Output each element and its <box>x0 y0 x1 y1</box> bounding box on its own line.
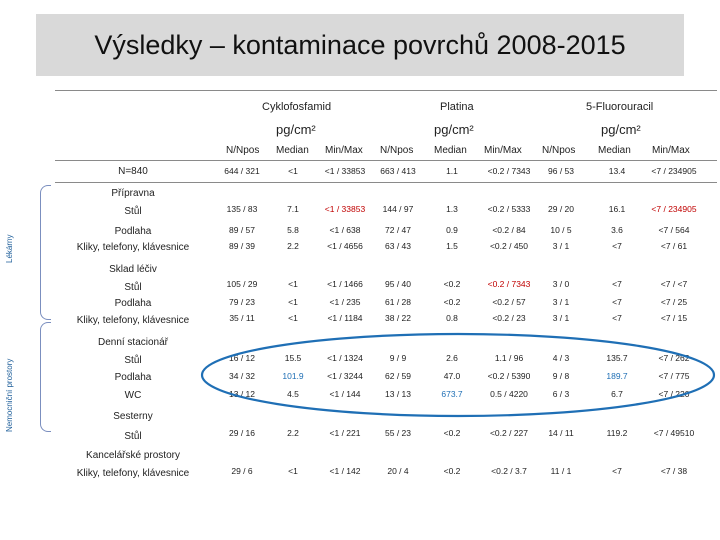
table-cell: <1 <box>288 297 298 307</box>
table-cell: <7 <box>612 297 622 307</box>
table-cell: 144 / 97 <box>382 204 414 214</box>
table-cell: 5.8 <box>287 225 299 235</box>
row-label: N=840 <box>118 166 148 177</box>
table-cell: 0.9 <box>446 225 458 235</box>
table-cell: <7 / 775 <box>658 371 690 381</box>
table-cell: <7 / 15 <box>660 313 688 323</box>
table-cell: <0.2 / 3.7 <box>491 466 527 476</box>
table-cell: <7 / <7 <box>660 279 688 289</box>
group-label-pripravna: Přípravna <box>111 188 155 199</box>
table-cell: 7.1 <box>287 204 299 214</box>
table-cell: 3.6 <box>611 225 623 235</box>
table-cell: 135.7 <box>606 353 628 363</box>
table-cell: <7 / 220 <box>658 389 690 399</box>
table-cell: <7 / 234905 <box>651 166 697 176</box>
side-label-nemocnicni: Nemocniční prostory <box>5 358 14 432</box>
table-cell: <0.2 / 84 <box>492 225 526 235</box>
table-cell: <7 <box>612 466 622 476</box>
table-cell: 13 / 12 <box>229 389 255 399</box>
col-header-npos-1: N/Npos <box>226 145 260 156</box>
table-cell: <7 <box>612 279 622 289</box>
group-label-kancelare: Kancelářské prostory <box>86 450 180 461</box>
table-cell: 135 / 83 <box>226 204 258 214</box>
row-label: Kliky, telefony, klávesnice <box>76 315 190 326</box>
table-cell: <1 / 3244 <box>327 371 363 381</box>
table-cell: <1 / 1184 <box>327 313 363 323</box>
table-cell: 6 / 3 <box>552 389 570 399</box>
table-cell: <0.2 <box>443 466 461 476</box>
table-cell: 95 / 40 <box>385 279 411 289</box>
table-cell: 47.0 <box>443 371 461 381</box>
table-cell: <0.2 / 57 <box>492 297 526 307</box>
table-cell: 2.2 <box>287 241 299 251</box>
table-cell: 89 / 39 <box>229 241 255 251</box>
table-cell: 29 / 6 <box>231 466 253 476</box>
table-cell: 96 / 53 <box>548 166 574 176</box>
row-label: Podlaha <box>114 372 152 383</box>
table-cell: 35 / 11 <box>229 313 255 323</box>
col-header-minmax-2: Min/Max <box>484 145 522 156</box>
table-cell: <7 / 262 <box>658 353 690 363</box>
group-label-sklad: Sklad léčiv <box>109 264 157 275</box>
table-cell: <7 / 49510 <box>653 428 695 438</box>
substance-unit-platina: pg/cm² <box>434 122 474 137</box>
table-cell: <1 / 235 <box>329 297 361 307</box>
table-cell: <1 / 142 <box>329 466 361 476</box>
table-cell: <1 / 4656 <box>327 241 363 251</box>
table-cell: <1 / 144 <box>329 389 361 399</box>
row-label: Stůl <box>124 206 142 217</box>
table-cell: 55 / 23 <box>385 428 411 438</box>
table-cell: 4 / 3 <box>552 353 570 363</box>
table-cell: 189.7 <box>606 371 628 381</box>
substance-unit-cyklofosfamid: pg/cm² <box>276 122 316 137</box>
col-header-median-2: Median <box>434 145 467 156</box>
table-cell: <0.2 / 5333 <box>487 204 531 214</box>
group-label-stacionar: Denní stacionář <box>97 337 169 348</box>
substance-name-fluorouracil: 5-Fluorouracil <box>586 101 654 113</box>
table-cell: <0.2 / 227 <box>489 428 529 438</box>
table-cell: 72 / 47 <box>385 225 411 235</box>
row-label: Podlaha <box>114 226 152 237</box>
table-cell: <0.2 / 5390 <box>487 371 531 381</box>
table-cell: <1 <box>288 313 298 323</box>
col-header-npos-3: N/Npos <box>542 145 576 156</box>
table-cell: 38 / 22 <box>385 313 411 323</box>
table-cell: 101.9 <box>282 371 304 381</box>
table-cell: <7 / 234905 <box>651 204 697 214</box>
table-cell: 6.7 <box>611 389 623 399</box>
table-cell: 63 / 43 <box>385 241 411 251</box>
table-cell: <7 <box>612 241 622 251</box>
table-cell: 20 / 4 <box>387 466 409 476</box>
table-cell: 34 / 32 <box>229 371 255 381</box>
table-cell: 0.5 / 4220 <box>490 389 528 399</box>
table-cell: <7 / 564 <box>658 225 690 235</box>
table-cell: 1.3 <box>446 204 458 214</box>
table-cell: <1 / 221 <box>329 428 361 438</box>
side-label-lekarny: Lékárny <box>5 234 14 263</box>
table-cell: 13.4 <box>608 166 626 176</box>
row-label: Stůl <box>124 282 142 293</box>
table-cell: <7 / 38 <box>660 466 688 476</box>
table-cell: 673.7 <box>441 389 463 399</box>
table-cell: 13 / 13 <box>385 389 411 399</box>
table-cell: 1.1 <box>446 166 458 176</box>
table-cell: <7 / 25 <box>660 297 688 307</box>
table-cell: <0.2 / 7343 <box>487 166 531 176</box>
table-cell: 3 / 1 <box>552 313 570 323</box>
table-cell: 16 / 12 <box>229 353 255 363</box>
table-cell: <7 <box>612 313 622 323</box>
slide-title: Výsledky – kontaminace povrchů 2008-2015 <box>94 30 626 60</box>
table-cell: 3 / 0 <box>552 279 570 289</box>
table-cell: <1 / 33853 <box>324 166 366 176</box>
table-cell: <1 <box>288 466 298 476</box>
table-cell: 9 / 9 <box>389 353 407 363</box>
table-cell: <0.2 / 23 <box>492 313 526 323</box>
col-header-minmax-3: Min/Max <box>652 145 690 156</box>
table-cell: 1.1 / 96 <box>494 353 524 363</box>
row-label: Stůl <box>124 431 142 442</box>
table-cell: <1 / 1466 <box>327 279 363 289</box>
substance-name-cyklofosfamid: Cyklofosfamid <box>262 101 332 113</box>
table-cell: <1 <box>288 279 298 289</box>
table-cell: 11 / 1 <box>550 466 572 476</box>
table-cell: <0.2 <box>443 279 461 289</box>
table-cell: <1 / 1324 <box>327 353 363 363</box>
row-label: Stůl <box>124 355 142 366</box>
table-cell: 663 / 413 <box>380 166 416 176</box>
table-cell: 3 / 1 <box>552 241 570 251</box>
col-header-npos-2: N/Npos <box>380 145 414 156</box>
row-label: Kliky, telefony, klávesnice <box>76 468 190 479</box>
table-cell: 0.8 <box>446 313 458 323</box>
table-cell: <1 <box>288 166 298 176</box>
group-label-sesterny: Sesterny <box>113 411 153 422</box>
table-cell: 29 / 16 <box>229 428 255 438</box>
table-cell: 89 / 57 <box>229 225 255 235</box>
table-cell: <0.2 / 450 <box>489 241 529 251</box>
table-cell: 3 / 1 <box>552 297 570 307</box>
col-header-median-1: Median <box>276 145 309 156</box>
table-cell: <7 / 61 <box>660 241 688 251</box>
table-cell: <1 / 638 <box>329 225 361 235</box>
substance-unit-fluorouracil: pg/cm² <box>601 122 641 137</box>
table-cell: 29 / 20 <box>548 204 574 214</box>
table-cell: 10 / 5 <box>550 225 572 235</box>
table-cell: 4.5 <box>287 389 299 399</box>
table-cell: 119.2 <box>606 428 628 438</box>
table-cell: 1.5 <box>446 241 458 251</box>
table-cell: 2.2 <box>287 428 299 438</box>
table-cell: 15.5 <box>284 353 302 363</box>
col-header-minmax-1: Min/Max <box>325 145 363 156</box>
table-cell: 14 / 11 <box>548 428 574 438</box>
table-cell: 9 / 8 <box>552 371 570 381</box>
table-cell: <0.2 <box>443 297 461 307</box>
table-cell: <0.2 / 7343 <box>487 279 531 289</box>
col-header-median-3: Median <box>598 145 631 156</box>
table-cell: <0.2 <box>443 428 461 438</box>
table-cell: 2.6 <box>446 353 458 363</box>
table-cell: 62 / 59 <box>385 371 411 381</box>
highlight-ellipse <box>202 334 714 416</box>
table-cell: <1 / 33853 <box>324 204 366 214</box>
table-cell: 79 / 23 <box>229 297 255 307</box>
substance-name-platina: Platina <box>440 101 474 113</box>
table-cell: 105 / 29 <box>226 279 258 289</box>
row-label: Kliky, telefony, klávesnice <box>76 242 190 253</box>
row-label: WC <box>124 390 142 401</box>
row-label: Podlaha <box>114 298 152 309</box>
table-cell: 16.1 <box>608 204 626 214</box>
table-cell: 61 / 28 <box>385 297 411 307</box>
table-cell: 644 / 321 <box>224 166 260 176</box>
